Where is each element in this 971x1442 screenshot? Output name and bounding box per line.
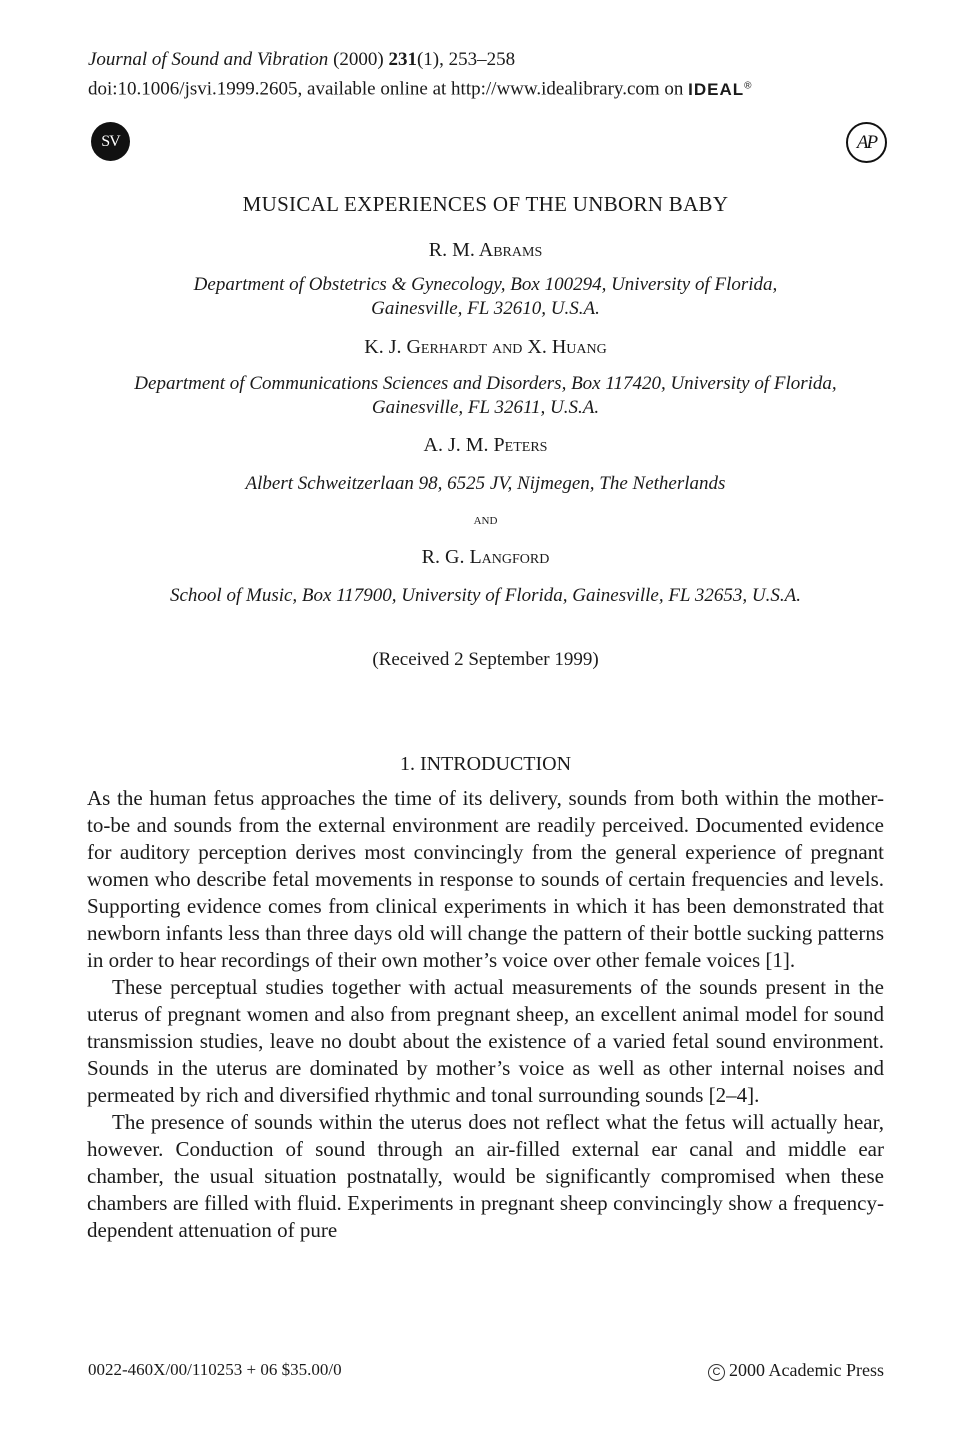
author-peters: A. J. M. Peters (423, 434, 548, 456)
journal-year: (2000) (333, 49, 384, 70)
journal-volume: 231 (388, 49, 417, 70)
sv-logo-icon (91, 122, 130, 161)
paragraph: As the human fetus approaches the time of its delivery, sounds from both within the mother-to-be and sounds from the external environment are readily perceived. Documented evidence for auditory perception derives most convincingly from the general experience of pregnant women who describe fetal movements in response to sounds of certain frequencies and levels. Supporting evidence comes from clinical experiments in which it has been demonstrated that newborn infants less than three days old will change the pattern of their bottle sucking patterns in order to hear recordings of their own mother’s voice over other female voices [1]. (87, 786, 884, 972)
author-gerhardt-huang: K. J. Gerhardt and X. Huang (364, 336, 607, 358)
journal-issue-pages: (1), 253–258 (416, 49, 516, 70)
affiliation-langford: School of Music, Box 117900, University of Florida, Gainesville, FL 32653, U.S.A. (170, 585, 801, 606)
doi-line (88, 73, 753, 103)
paragraph: These perceptual studies together with actual measurements of the sounds present in the uterus of pregnant women and also from pregnant sheep, an excellent animal model for sound transmission studies, leave no doubt about the existence of a varied fetal sound environment. Sounds in the uterus are dominated by mother’s voice as well as other internal noises and permeated by rich and diversified rhythmic and tonal surrounding sounds [2–4]. (87, 975, 884, 1107)
affiliation-line: Department of Obstetrics & Gynecology, Box 100294, University of Florida, (193, 274, 778, 295)
affiliation-line: Department of Communications Sciences and Disorders, Box 117420, University of Florida, (134, 373, 837, 394)
footer-code: 0022-460X/00/110253 + 06 $35.00/0 (88, 1360, 342, 1379)
affiliation-gerhardt-huang (0, 372, 971, 420)
sv-logo-text: SV (101, 132, 120, 150)
journal-header (88, 47, 753, 103)
copyright-icon: C (708, 1364, 725, 1381)
ideal-logo-icon: IDEAL® (688, 79, 753, 99)
affiliation-abrams (0, 273, 971, 321)
received-date: (Received 2 September 1999) (372, 649, 599, 670)
paper-title: MUSICAL EXPERIENCES OF THE UNBORN BABY (242, 192, 729, 216)
author-abrams: R. M. Abrams (428, 239, 543, 261)
ap-logo-icon (846, 122, 887, 163)
paragraph: The presence of sounds within the uterus does not reflect what the fetus will actually hear, however. Conduction of sound through an air-filled external ear canal and middle ear chamber, the usual situation postnatally, would be significantly compromised when these chambers are filled with fluid. Experiments in pregnant sheep convincingly show a frequency-dependent attenuation of pure (87, 1110, 884, 1242)
and-separator: and (473, 511, 498, 528)
ap-logo-text: AP (856, 131, 877, 153)
copyright-text: 2000 Academic Press (729, 1360, 884, 1380)
affiliation-line: Gainesville, FL 32611, U.S.A. (371, 397, 600, 418)
footer-copyright (708, 1360, 884, 1381)
affiliation-peters: Albert Schweitzerlaan 98, 6525 JV, Nijmegen, The Netherlands (245, 473, 726, 494)
citation-line (88, 47, 753, 73)
affiliation-line: Gainesville, FL 32610, U.S.A. (371, 298, 600, 319)
journal-name: Journal of Sound and Vibration (88, 49, 329, 70)
section-heading: 1. INTRODUCTION (399, 753, 572, 775)
body-text (87, 785, 884, 1244)
doi-text: doi:10.1006/jsvi.1999.2605, available online at http://www.idealibrary.com on (88, 78, 684, 100)
author-langford: R. G. Langford (421, 546, 550, 568)
